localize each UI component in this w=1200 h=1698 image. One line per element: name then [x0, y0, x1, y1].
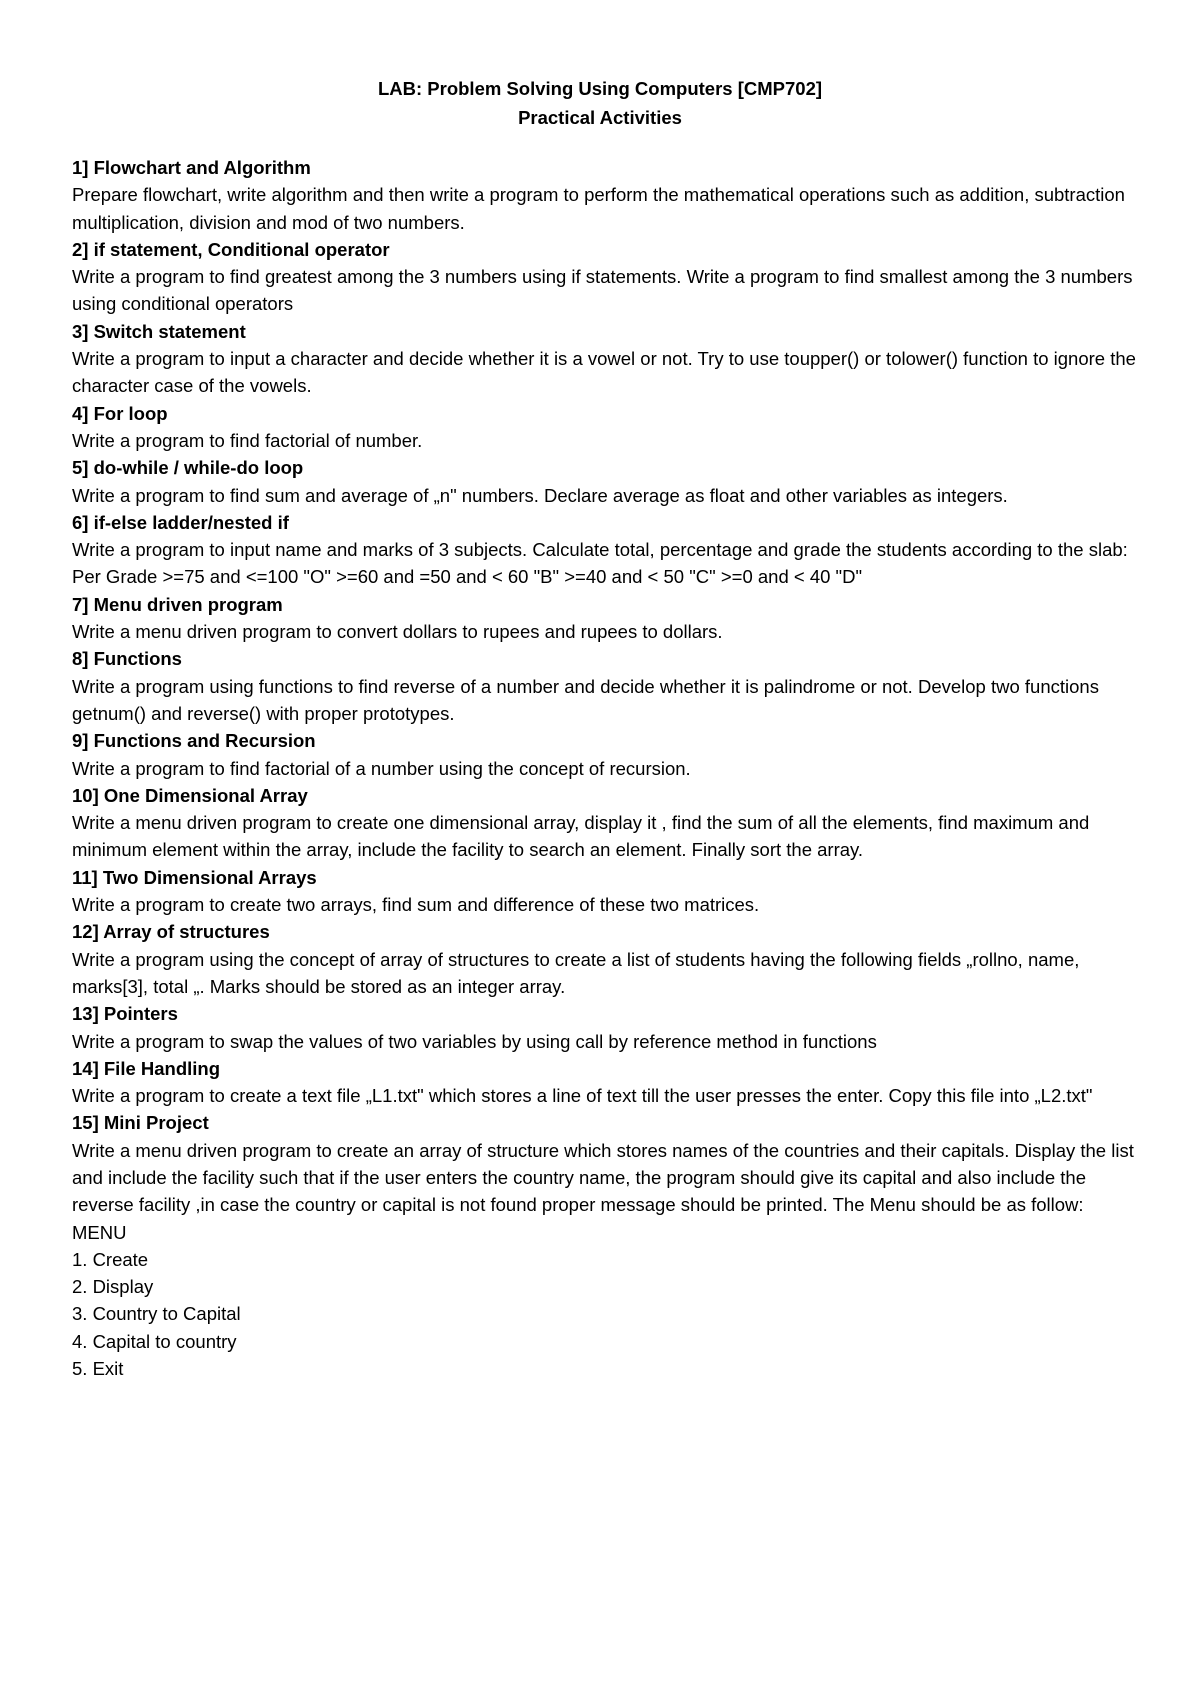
activity-title: 11] Two Dimensional Arrays: [72, 866, 317, 888]
activity-description: Write a program to create a text file „L1.txt" which stores a line of text till the user presses the enter. Copy this file into „L2.txt": [72, 1085, 1093, 1107]
activity-description: Write a program to input name and marks of 3 subjects. Calculate total, percentage and grade the students according to the slab: Per Grade >=75 and <=100 "O" >=60 and =50 and < 60 "B" >=40 and < 50 "C" >=0 and < 40 "D": [72, 539, 1128, 588]
activity-title: 2] if statement, Conditional operator: [72, 238, 390, 260]
activity-description: Write a program to swap the values of two variables by using call by reference method in functions: [72, 1030, 877, 1052]
activity-title: 4] For loop: [72, 402, 168, 424]
activity-description: Write a program to find sum and average of „n" numbers. Declare average as float and other variables as integers.: [72, 484, 1008, 506]
activity-7: [72, 591, 1140, 646]
activity-title: 14] File Handling: [72, 1057, 221, 1079]
activity-description: Write a program to find greatest among the 3 numbers using if statements. Write a program to find smallest among the 3 numbers using conditional operators: [72, 266, 1133, 315]
activity-description: Write a menu driven program to create one dimensional array, display it , find the sum of all the elements, find maximum and minimum element within the array, include the facility to search an element. Finally sort the array.: [72, 812, 1090, 861]
activity-title: 8] Functions: [72, 648, 182, 670]
activity-10: [72, 782, 1140, 864]
activity-description: Write a program to input a character and decide whether it is a vowel or not. Try to use toupper() or tolower() function to ignore the character case of the vowels.: [72, 348, 1136, 397]
activity-title: 9] Functions and Recursion: [72, 730, 316, 752]
menu-list: [72, 1219, 1140, 1383]
activity-description: Prepare flowchart, write algorithm and then write a program to perform the mathematical operations such as addition, subtraction multiplication, division and mod of two numbers.: [72, 184, 1125, 233]
menu-item: 5. Exit: [72, 1358, 124, 1380]
activity-title: 13] Pointers: [72, 1003, 178, 1025]
activity-15: [72, 1109, 1140, 1218]
activity-1: [72, 154, 1140, 236]
activity-description: Write a program to create two arrays, find sum and difference of these two matrices.: [72, 894, 760, 916]
activity-13: [72, 1000, 1140, 1055]
activity-description: Write a menu driven program to create an array of structure which stores names of the countries and their capitals. Display the list and include the facility such that if the user enters the country name, the program should give its capital and also include the reverse facility ,in case the country or capital is not found proper message should be printed. The Menu should be as follow:: [72, 1139, 1134, 1216]
document-header: [0, 74, 1200, 132]
activity-title: 12] Array of structures: [72, 921, 270, 943]
menu-item: 4. Capital to country: [72, 1330, 237, 1352]
activity-8: [72, 645, 1140, 727]
menu-item: 2. Display: [72, 1276, 154, 1298]
activities-list: [72, 154, 1140, 1382]
activity-title: 6] if-else ladder/nested if: [72, 511, 289, 533]
activity-description: Write a menu driven program to convert dollars to rupees and rupees to dollars.: [72, 621, 723, 643]
activity-9: [72, 727, 1140, 782]
activity-description: Write a program using the concept of array of structures to create a list of students having the following fields „rollno, name, marks[3], total „. Marks should be stored as an integer array.: [72, 948, 1080, 997]
activity-title: 5] do-while / while-do loop: [72, 457, 304, 479]
document-subtitle: Practical Activities: [518, 107, 682, 128]
activity-11: [72, 864, 1140, 919]
activity-description: Write a program to find factorial of a number using the concept of recursion.: [72, 757, 691, 779]
activity-5: [72, 454, 1140, 509]
document-title: LAB: Problem Solving Using Computers [CMP702]: [377, 78, 823, 99]
activity-4: [72, 400, 1140, 455]
activity-title: 15] Mini Project: [72, 1112, 209, 1134]
activity-description: Write a program using functions to find reverse of a number and decide whether it is palindrome or not. Develop two functions getnum() and reverse() with proper prototypes.: [72, 675, 1099, 724]
activity-title: 10] One Dimensional Array: [72, 784, 308, 806]
menu-heading: MENU: [72, 1221, 127, 1243]
menu-item: 1. Create: [72, 1248, 149, 1270]
activity-title: 7] Menu driven program: [72, 593, 283, 615]
activity-description: Write a program to find factorial of number.: [72, 429, 423, 451]
menu-item: 3. Country to Capital: [72, 1303, 241, 1325]
activity-6: [72, 509, 1140, 591]
activity-title: 1] Flowchart and Algorithm: [72, 157, 311, 178]
activity-2: [72, 236, 1140, 318]
activity-3: [72, 318, 1140, 400]
activity-14: [72, 1055, 1140, 1110]
activity-title: 3] Switch statement: [72, 320, 246, 342]
activity-12: [72, 918, 1140, 1000]
